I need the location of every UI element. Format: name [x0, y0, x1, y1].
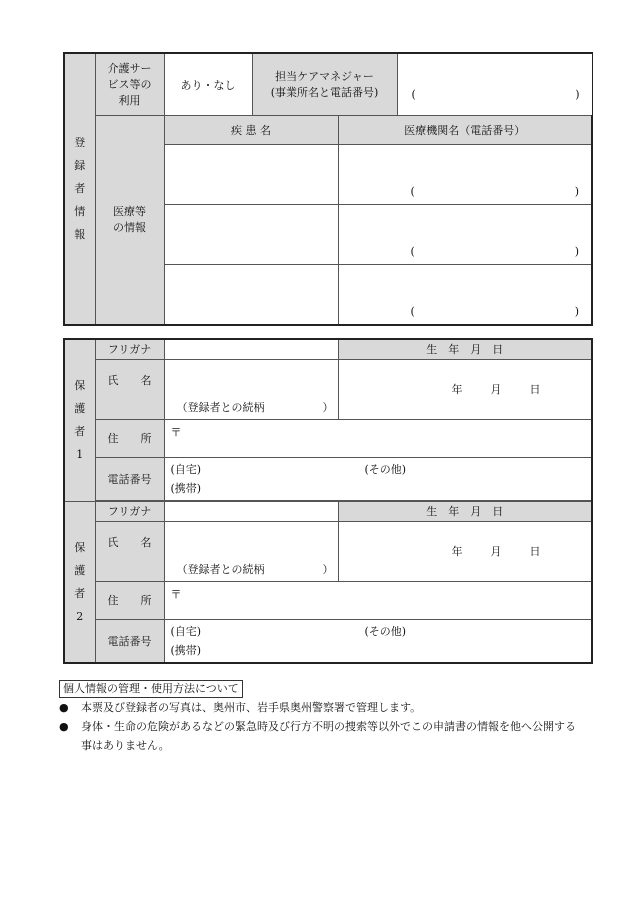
- disease-name-header: 疾 患 名: [164, 116, 338, 145]
- disease-name-field[interactable]: [164, 265, 338, 325]
- phone-field[interactable]: (自宅) (その他) (携帯): [164, 457, 592, 500]
- side-char: 情: [74, 205, 86, 219]
- furigana-field[interactable]: [164, 501, 338, 521]
- disease-name-field[interactable]: [164, 205, 338, 265]
- notice-item: ● 身体・生命の危険があるなどの緊急時及び行方不明の捜索等以外でこの申請書の情報を他へ公開する事はありません。: [59, 717, 599, 755]
- address-field[interactable]: [164, 581, 592, 619]
- medical-info-label: 医療等 の情報: [95, 116, 164, 325]
- notice-item: ● 本票及び登録者の写真は、奥州市、岩手県奥州警察署で管理します。: [59, 698, 599, 717]
- furigana-field[interactable]: [164, 339, 338, 359]
- guardian-table: [63, 338, 593, 664]
- institution-field[interactable]: ( ): [338, 205, 592, 265]
- birthdate-header: 生 年 月 日: [338, 339, 592, 359]
- address-field[interactable]: [164, 419, 592, 457]
- institution-field[interactable]: ( ): [338, 145, 592, 205]
- name-label: 氏 名: [95, 521, 164, 581]
- registrant-side-label: [64, 53, 95, 325]
- name-field[interactable]: （登録者との続柄 ）: [164, 359, 338, 419]
- birthdate-field[interactable]: 年 月 日: [338, 359, 592, 419]
- guardian-2-side-label: 保 護 者 2: [64, 501, 95, 663]
- care-manager-label: 担当ケアマネジャー (事業所名と電話番号): [253, 54, 398, 115]
- relation-text: （登録者との続柄: [176, 400, 265, 414]
- bullet-icon: ●: [59, 701, 69, 714]
- care-manager-row: [252, 53, 592, 116]
- side-char: 登: [74, 136, 86, 150]
- privacy-notice: [59, 679, 599, 755]
- side-char: 者: [74, 182, 86, 196]
- care-manager-field[interactable]: ( ): [398, 54, 592, 115]
- notice-title: 個人情報の管理・使用方法について: [59, 680, 243, 698]
- name-field[interactable]: （登録者との続柄 ）: [164, 521, 338, 581]
- side-char: 報: [74, 228, 86, 242]
- phone-field[interactable]: (自宅) (その他) (携帯): [164, 619, 592, 663]
- institution-field[interactable]: ( ): [338, 265, 592, 325]
- care-service-value[interactable]: あり・なし: [164, 53, 252, 116]
- disease-name-field[interactable]: [164, 145, 338, 205]
- bullet-icon: ●: [59, 720, 69, 733]
- address-label: 住 所: [95, 419, 164, 457]
- name-label: 氏 名: [95, 359, 164, 419]
- relation-text: （登録者との続柄: [176, 562, 265, 576]
- registrant-info-table: [63, 52, 593, 326]
- postal-mark: 〒: [170, 587, 182, 601]
- side-char: 録: [74, 159, 86, 173]
- phone-label: 電話番号: [95, 457, 164, 500]
- care-service-label: 介護サー ビス等の 利用: [95, 53, 164, 116]
- postal-mark: 〒: [170, 425, 182, 439]
- furigana-label: フリガナ: [95, 501, 164, 521]
- address-label: 住 所: [95, 581, 164, 619]
- birthdate-field[interactable]: 年 月 日: [338, 521, 592, 581]
- institution-header: 医療機関名（電話番号）: [338, 116, 592, 145]
- birthdate-header: 生 年 月 日: [338, 501, 592, 521]
- phone-label: 電話番号: [95, 619, 164, 663]
- guardian-1-side-label: 保 護 者 1: [64, 339, 95, 501]
- furigana-label: フリガナ: [95, 339, 164, 359]
